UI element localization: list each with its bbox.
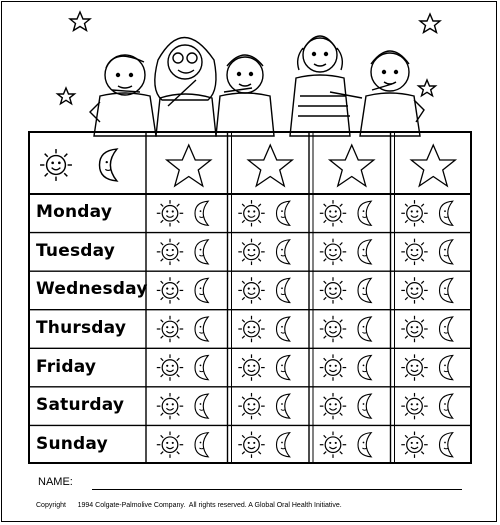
moon-icon — [277, 317, 290, 341]
sun-icon — [320, 354, 346, 380]
day-label-tuesday: Tuesday — [36, 240, 116, 261]
moon-icon — [277, 201, 290, 225]
moon-icon — [358, 201, 371, 225]
sun-icon — [238, 432, 264, 458]
sun-icon — [238, 354, 264, 380]
sun-icon — [401, 239, 427, 265]
moon-icon — [440, 240, 453, 264]
star-icon — [248, 145, 292, 186]
sun-icon — [157, 432, 183, 458]
star-icon — [167, 145, 211, 186]
day-label-monday: Monday — [36, 202, 113, 223]
moon-icon — [195, 355, 208, 379]
children-brushing-teeth-illustration — [0, 0, 500, 140]
sun-icon — [238, 316, 264, 342]
sun-icon — [320, 432, 346, 458]
moon-icon — [195, 394, 208, 418]
moon-icon — [440, 201, 453, 225]
moon-icon — [195, 201, 208, 225]
moon-icon — [440, 433, 453, 457]
moon-icon — [195, 278, 208, 302]
day-label-friday: Friday — [36, 356, 97, 377]
sun-icon — [157, 316, 183, 342]
child-figure — [155, 38, 216, 137]
moon-icon — [100, 149, 117, 181]
sun-icon — [157, 200, 183, 226]
moon-icon — [277, 355, 290, 379]
moon-icon — [440, 355, 453, 379]
sun-icon — [320, 239, 346, 265]
moon-icon — [440, 394, 453, 418]
sun-icon — [401, 316, 427, 342]
sun-icon — [401, 277, 427, 303]
moon-icon — [358, 278, 371, 302]
small-star-icon — [420, 14, 440, 33]
small-star-icon — [419, 80, 436, 96]
small-star-icon — [70, 12, 90, 31]
sun-icon — [157, 354, 183, 380]
sun-icon — [320, 200, 346, 226]
sun-icon — [401, 432, 427, 458]
moon-icon — [440, 278, 453, 302]
day-label-wednesday: Wednesday — [36, 279, 148, 300]
moon-icon — [358, 394, 371, 418]
moon-icon — [195, 317, 208, 341]
sun-icon — [238, 393, 264, 419]
star-icon — [411, 145, 455, 186]
sun-icon — [320, 393, 346, 419]
moon-icon — [358, 433, 371, 457]
moon-icon — [277, 240, 290, 264]
sun-icon — [238, 239, 264, 265]
small-star-icon — [58, 88, 75, 104]
sun-icon — [157, 277, 183, 303]
moon-icon — [195, 240, 208, 264]
sun-icon — [401, 200, 427, 226]
star-icon — [330, 145, 374, 186]
sun-icon — [320, 277, 346, 303]
moon-icon — [358, 240, 371, 264]
copyright-text: Copyright 1994 Colgate-Palmolive Company. All rights reserved. A Global Oral Health Initiative. — [36, 502, 342, 509]
child-figure — [360, 51, 424, 136]
sun-icon — [401, 393, 427, 419]
child-figure — [290, 36, 362, 136]
day-label-saturday: Saturday — [36, 395, 125, 416]
day-label-thursday: Thursday — [36, 318, 127, 338]
moon-icon — [440, 317, 453, 341]
moon-icon — [358, 355, 371, 379]
day-label-sunday: Sunday — [36, 433, 108, 454]
child-figure — [216, 55, 274, 136]
child-figure — [90, 55, 156, 136]
sun-icon — [157, 239, 183, 265]
sun-icon — [157, 393, 183, 419]
moon-icon — [358, 317, 371, 341]
moon-icon — [277, 278, 290, 302]
sun-icon — [401, 354, 427, 380]
sun-icon — [320, 316, 346, 342]
moon-icon — [195, 433, 208, 457]
moon-icon — [277, 433, 290, 457]
sun-icon — [238, 200, 264, 226]
name-label: NAME: — [38, 476, 73, 488]
name-write-line[interactable] — [92, 489, 462, 490]
moon-icon — [277, 394, 290, 418]
sun-icon — [238, 277, 264, 303]
sun-icon — [40, 149, 72, 181]
